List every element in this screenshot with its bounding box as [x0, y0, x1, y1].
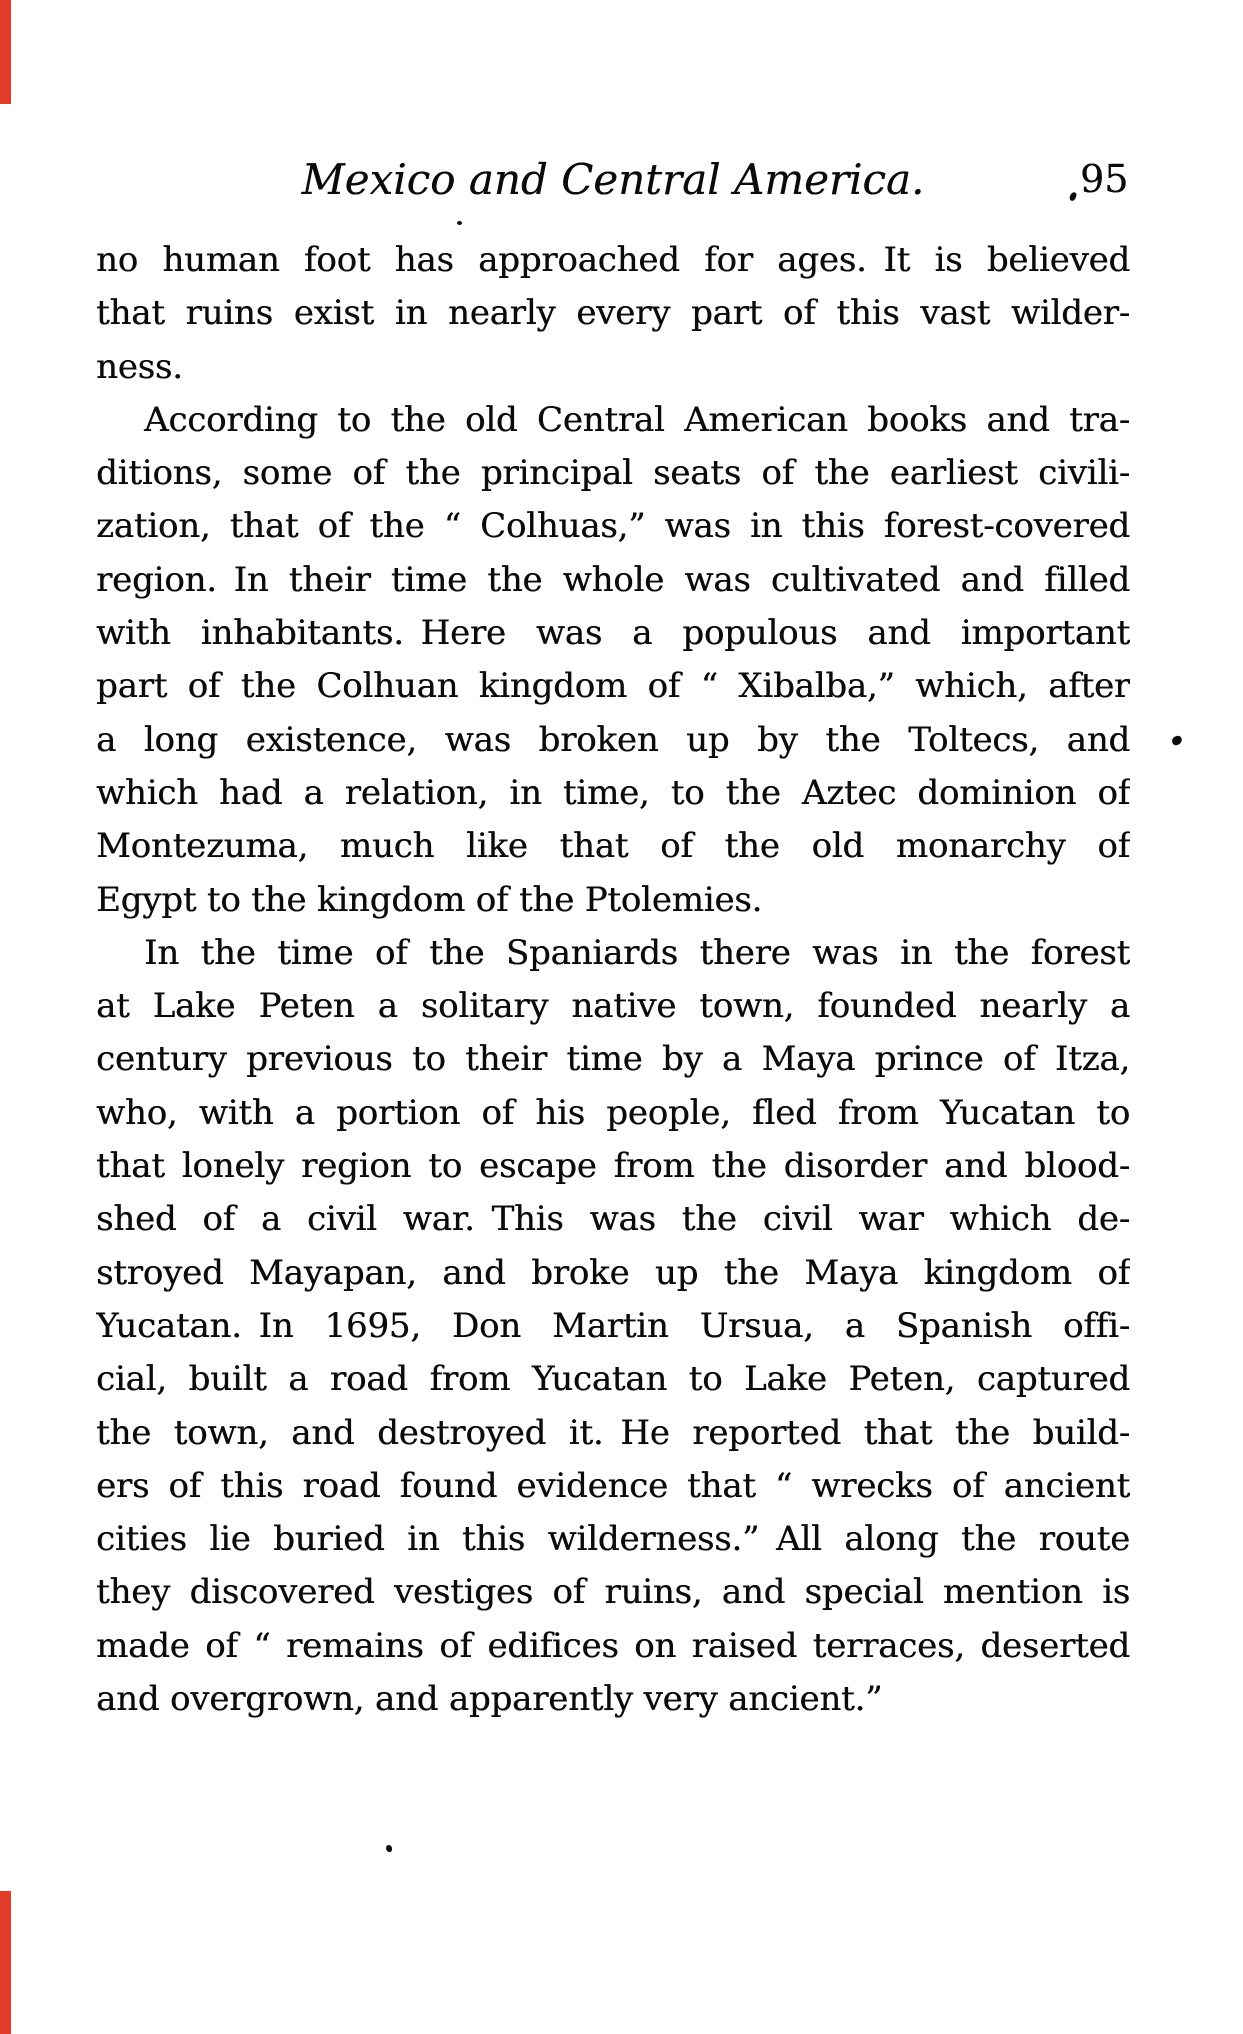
page-number: 95 — [1080, 157, 1129, 201]
text-line: the town, and destroyed it. He reported that the build- — [96, 1412, 1130, 1453]
book-edge-artifact-bottom — [0, 1891, 11, 2034]
text-line: that ruins exist in nearly every part of this vast wilder- — [96, 293, 1130, 334]
text-line: century previous to their time by a Maya prince of Itza, — [96, 1039, 1130, 1080]
text-line: part of the Colhuan kingdom of “ Xibalba,” which, after — [96, 666, 1130, 707]
text-line: they discovered vestiges of ruins, and special mention is — [96, 1572, 1130, 1613]
text-line: who, with a portion of his people, fled from Yucatan to — [96, 1092, 1130, 1133]
text-line: at Lake Peten a solitary native town, founded nearly a — [96, 986, 1130, 1027]
text-line: a long existence, was broken up by the Toltecs, and — [96, 719, 1130, 760]
text-line: and overgrown, and apparently very ancient.” — [96, 1679, 883, 1720]
text-line: Montezuma, much like that of the old monarchy of — [96, 826, 1130, 867]
body-text — [96, 234, 1130, 1726]
ink-speck — [457, 221, 462, 225]
text-line: cial, built a road from Yucatan to Lake Peten, captured — [96, 1359, 1130, 1400]
text-line: Yucatan. In 1695, Don Martin Ursua, a Spanish offi- — [96, 1305, 1130, 1346]
text-line: stroyed Mayapan, and broke up the Maya kingdom of — [96, 1252, 1130, 1293]
text-line: shed of a civil war. This was the civil war which de- — [96, 1199, 1130, 1240]
text-line: ness. — [96, 346, 183, 387]
text-line: zation, that of the “ Colhuas,” was in this forest-covered — [96, 506, 1130, 547]
text-line: In the time of the Spaniards there was in the forest — [144, 932, 1130, 973]
book-edge-artifact-top — [0, 0, 11, 104]
text-line: made of “ remains of edifices on raised terraces, deserted — [96, 1625, 1130, 1666]
text-line: region. In their time the whole was cultivated and filled — [96, 559, 1130, 600]
text-line: no human foot has approached for ages. It is believed — [96, 240, 1130, 280]
ink-speck — [386, 1845, 392, 1852]
text-line: cities lie buried in this wilderness.” All along the route — [96, 1519, 1130, 1560]
text-line: Egypt to the kingdom of the Ptolemies. — [96, 879, 763, 920]
text-line: which had a relation, in time, to the Aztec dominion of — [96, 772, 1130, 813]
text-line: ers of this road found evidence that “ wrecks of ancient — [96, 1465, 1130, 1506]
text-line: According to the old Central American books and tra- — [144, 399, 1130, 440]
text-line: that lonely region to escape from the disorder and blood- — [96, 1146, 1130, 1187]
running-header — [96, 150, 1130, 210]
page-title: Mexico and Central America. — [301, 155, 925, 204]
ink-speck — [1171, 735, 1183, 746]
text-line: with inhabitants. Here was a populous and important — [96, 613, 1130, 654]
text-line: ditions, some of the principal seats of the earliest civili- — [96, 453, 1130, 494]
